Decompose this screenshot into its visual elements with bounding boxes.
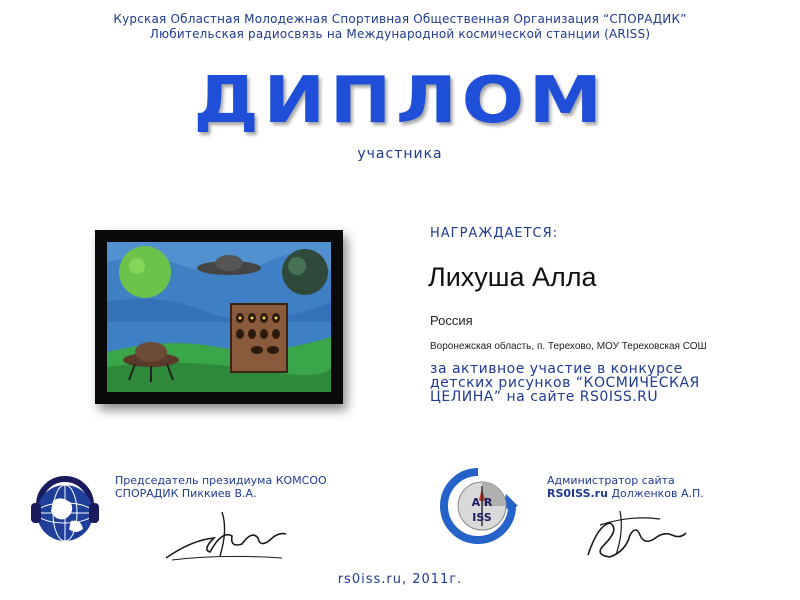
recipient-name: Лихуша Алла: [428, 262, 597, 292]
admin-site: RS0ISS.ru: [547, 487, 608, 500]
recipient-address: Воронежская область, п. Терехово, МОУ Тереховская СОШ: [430, 341, 707, 352]
chairman-title: Председатель президиума КОМСОО: [115, 474, 327, 487]
awarded-label: НАГРАЖДАЕТСЯ:: [430, 226, 559, 241]
admin-name-line: [547, 487, 704, 500]
organization-name: Курская Областная Молодежная Спортивная Общественная Организация “СПОРАДИК”: [113, 12, 687, 26]
ariss-logo-letters-bottom: ISS: [472, 511, 492, 524]
award-reason-line: за активное участие в конкурсе: [430, 361, 683, 377]
ariss-logo-letters-top: A R: [471, 496, 493, 509]
award-reason-line: детских рисунков “КОСМИЧЕСКАЯ: [430, 375, 700, 391]
footer-site-year: rs0iss.ru, 2011г.: [337, 572, 463, 587]
admin-name: Долженков А.П.: [611, 487, 704, 500]
recipient-country: Россия: [430, 313, 473, 328]
chairman-name: СПОРАДИК Пиккиев В.А.: [115, 487, 257, 500]
chairman-signature: [162, 500, 292, 570]
project-name: Любительская радиосвязь на Международной космической станции (ARISS): [149, 27, 651, 41]
sporadik-globe-logo: [25, 465, 105, 555]
ariss-logo: [438, 466, 518, 550]
admin-title: Администратор сайта: [547, 474, 675, 487]
diploma-title: ДИПЛОМ: [193, 64, 607, 138]
admin-signature: [580, 505, 690, 569]
diploma-subtitle: участника: [357, 146, 443, 162]
award-reason-line: ЦЕЛИНА” на сайте RS0ISS.RU: [430, 389, 659, 405]
child-drawing: [95, 230, 343, 404]
